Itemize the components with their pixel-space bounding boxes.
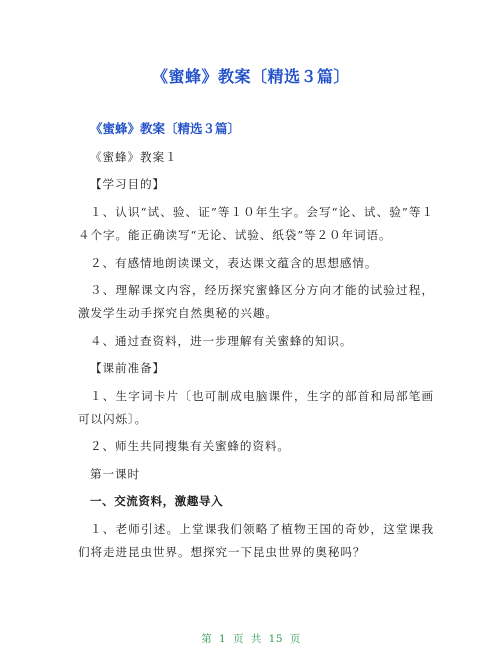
objective-3: ３、理解课文内容，经历探究蜜蜂区分方向才能的试验过程，激发学生动手探究自然奥秘的兴趣。 xyxy=(78,283,434,321)
first-lesson-heading: 第一课时 xyxy=(90,466,140,481)
preparation-1: １、生字词卡片〔也可制成电脑课件，生字的部首和局部笔画可以闪烁〕。 xyxy=(78,388,434,427)
objective-1: １、认识“试、验、证”等１０年生字。会写“论、试、验”等１４个字。能正确读写“无论、试验、纸袋”等２０年词语。 xyxy=(78,204,434,243)
document-body xyxy=(78,120,434,569)
page-footer: 第 1 页 共 15 页 xyxy=(201,633,301,645)
preparation-heading: 【课前准备】 xyxy=(90,361,165,376)
objective-4: ４、通过查资料，进一步理解有关蜜蜂的知识。 xyxy=(90,333,353,348)
section-heading: 《蜜蜂》教案〔精选３篇〕 xyxy=(90,121,241,136)
document-title: 《蜜蜂》教案〔精选３篇〕 xyxy=(151,67,350,86)
objective-2: ２、有感情地朗读课文，表达课文蕴含的思想感情。 xyxy=(90,255,378,270)
step-1-heading: 一、交流资料，激趣导入 xyxy=(90,494,224,509)
step-1-text: １、老师引述。上堂课我们领略了植物王国的奇妙，这堂课我们将走进昆虫世界。想探究一下昆虫世界的奥秘吗？ xyxy=(78,521,434,560)
preparation-2: ２、师生共同搜集有关蜜蜂的资料。 xyxy=(90,439,290,454)
objectives-heading: 【学习目的】 xyxy=(90,177,165,192)
lesson-label: 《蜜蜂》教案１ xyxy=(90,150,178,164)
